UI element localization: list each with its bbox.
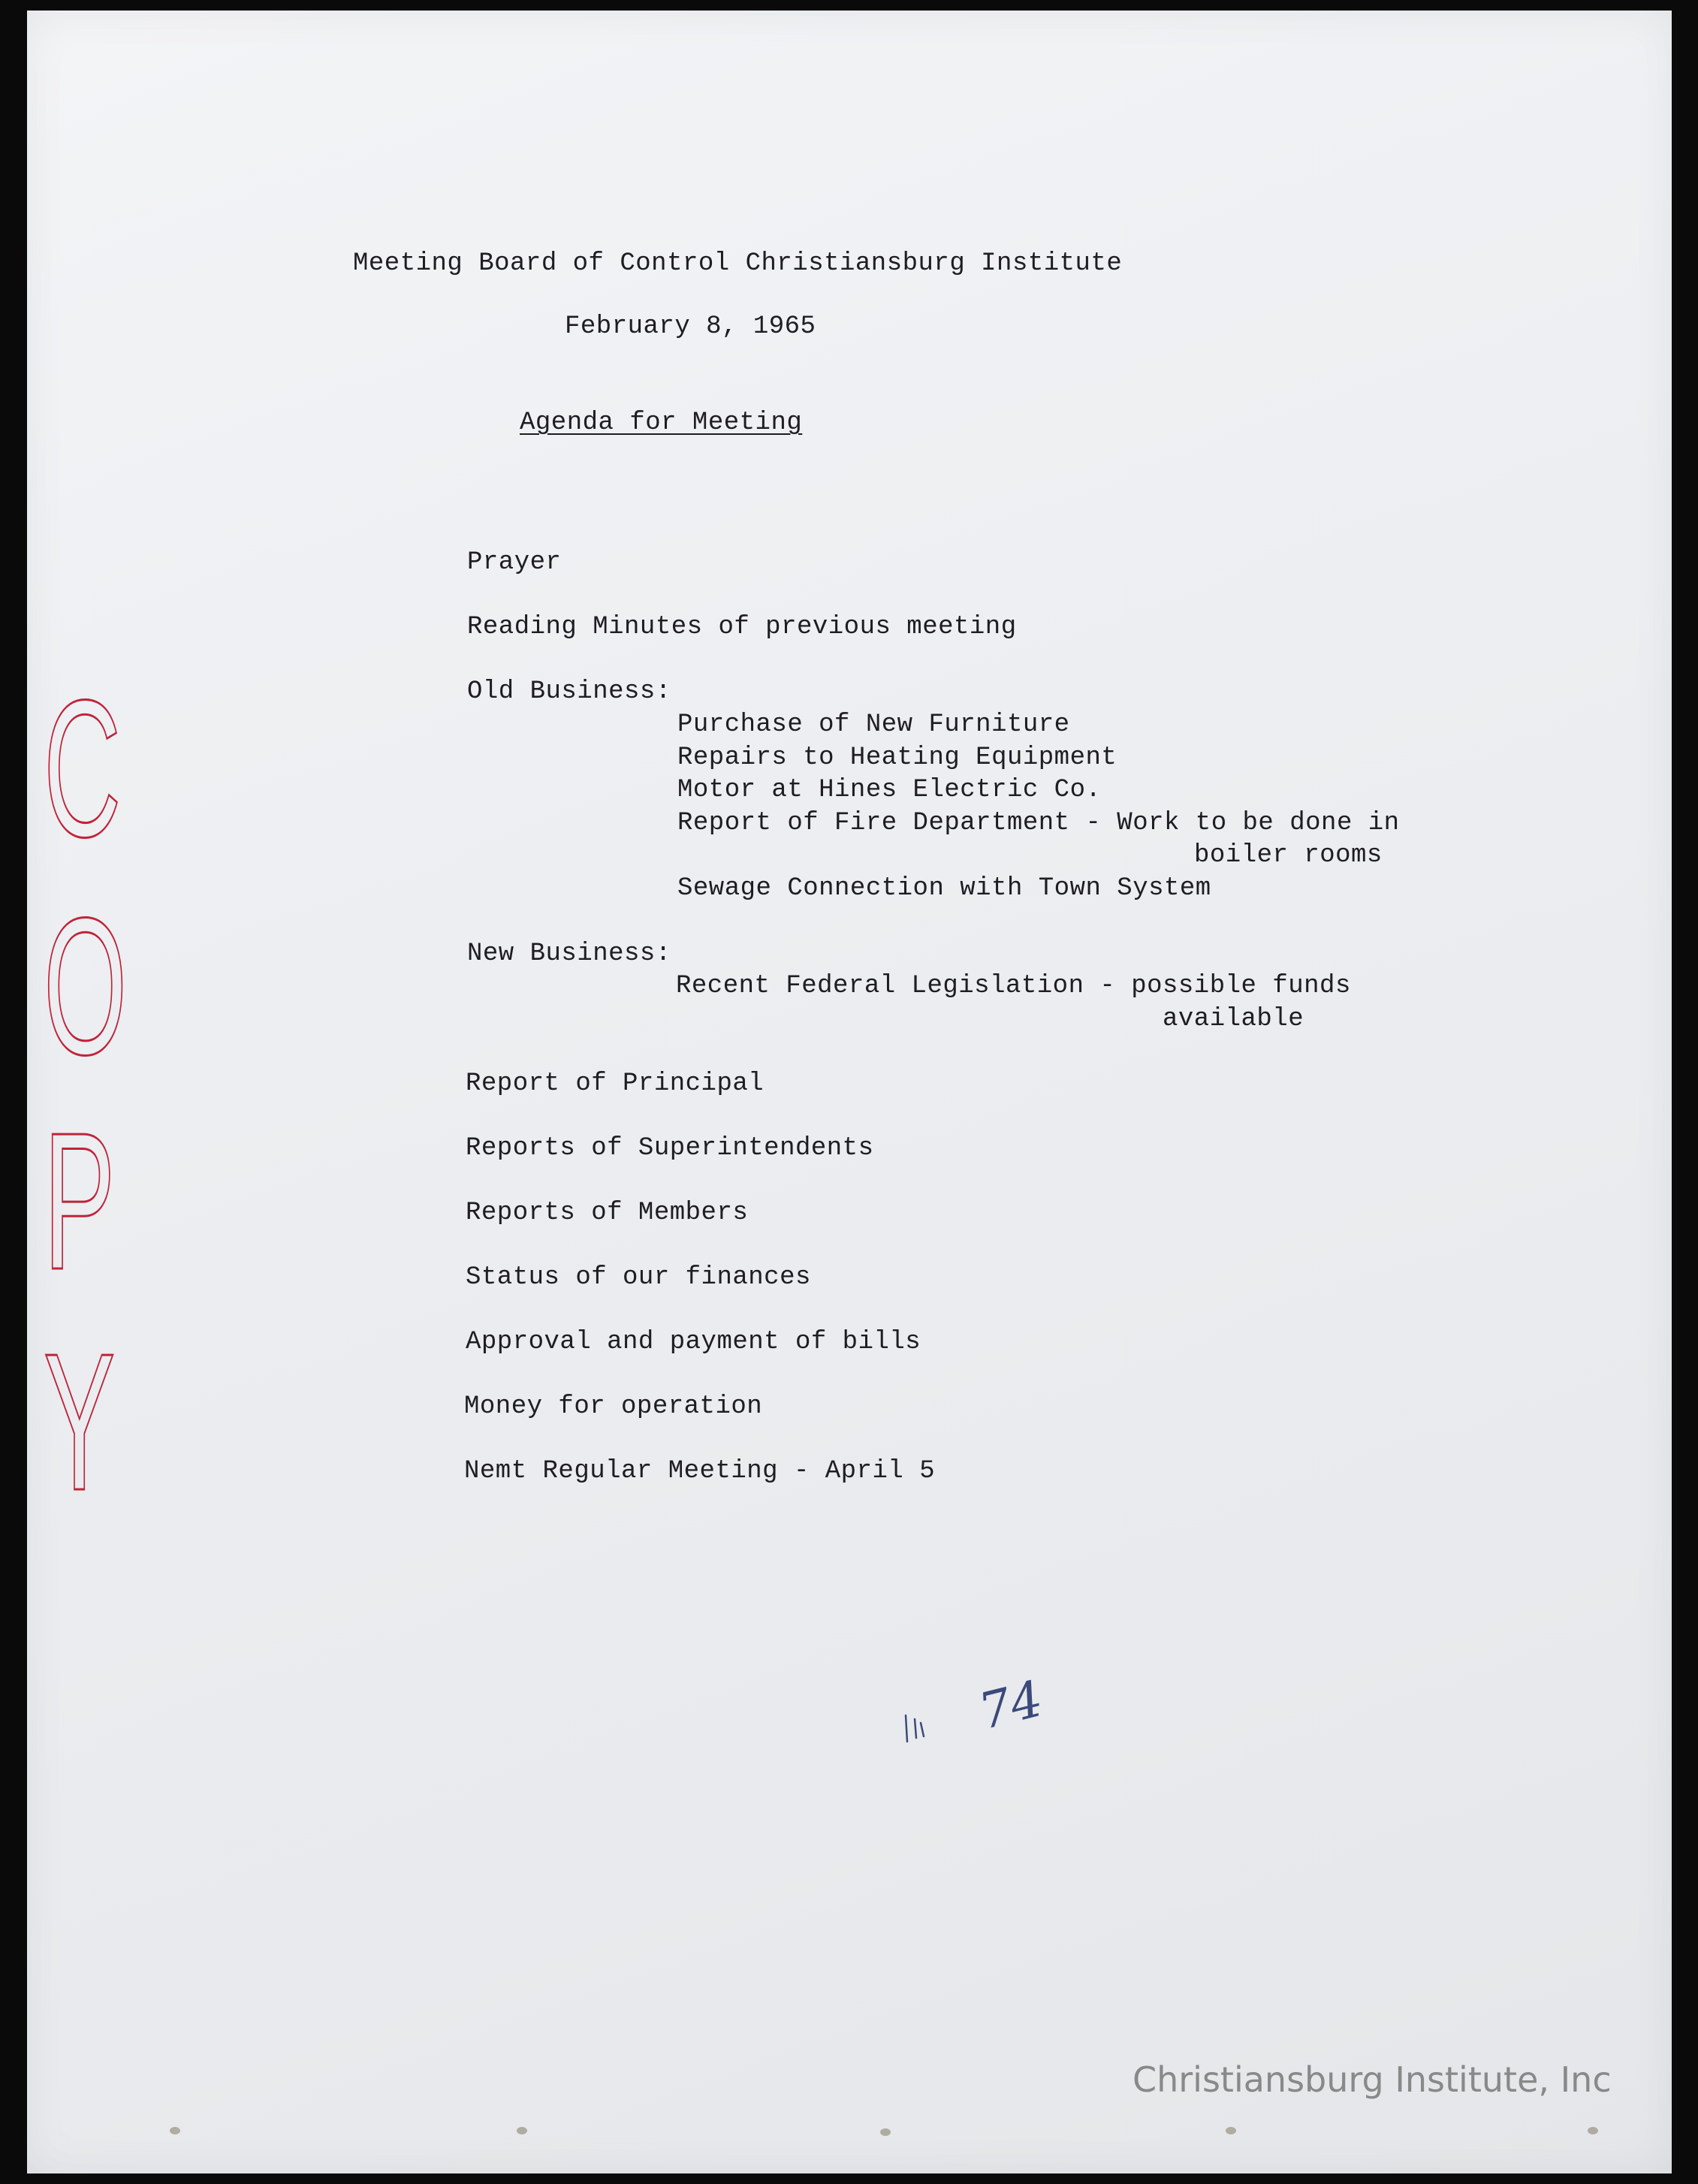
handwritten-note: 74 xyxy=(973,1669,1049,1742)
copy-stamp-letter: O xyxy=(44,878,128,1096)
new-business-item-continuation: available xyxy=(1163,1005,1304,1033)
agenda-item-status-finances: Status of our finances xyxy=(466,1263,811,1292)
handwritten-mark xyxy=(898,1700,951,1753)
punch-hole xyxy=(880,2128,891,2136)
agenda-heading: Agenda for Meeting xyxy=(520,409,803,437)
punch-hole xyxy=(1588,2127,1598,2134)
agenda-item-approval-bills: Approval and payment of bills xyxy=(466,1328,921,1356)
old-business-item: Motor at Hines Electric Co. xyxy=(677,776,1102,804)
old-business-item-continuation: boiler rooms xyxy=(1194,841,1383,870)
document-title: Meeting Board of Control Christiansburg Institute xyxy=(353,249,1123,278)
paper-page xyxy=(27,11,1672,2173)
new-business-item: Recent Federal Legislation - possible funds xyxy=(676,972,1351,1000)
copy-stamp-letter: C xyxy=(44,660,122,878)
old-business-item: Repairs to Heating Equipment xyxy=(677,744,1117,772)
punch-hole xyxy=(517,2127,527,2134)
old-business-item: Report of Fire Department - Work to be done in xyxy=(677,809,1400,837)
agenda-item-reading-minutes: Reading Minutes of previous meeting xyxy=(467,613,1017,641)
agenda-item-reports-superintendents: Reports of Superintendents xyxy=(466,1134,874,1163)
old-business-heading: Old Business: xyxy=(467,677,671,706)
agenda-item-report-principal: Report of Principal xyxy=(466,1069,765,1098)
punch-hole xyxy=(1226,2127,1236,2134)
old-business-item: Purchase of New Furniture xyxy=(677,710,1070,739)
old-business-item: Sewage Connection with Town System xyxy=(677,874,1211,903)
agenda-item-prayer: Prayer xyxy=(467,548,562,577)
punch-hole xyxy=(170,2127,180,2134)
agenda-item-reports-members: Reports of Members xyxy=(466,1199,749,1227)
new-business-heading: New Business: xyxy=(467,940,671,968)
agenda-item-money-operation: Money for operation xyxy=(464,1392,763,1421)
agenda-item-next-meeting: Nemt Regular Meeting - April 5 xyxy=(464,1457,936,1486)
watermark: Christiansburg Institute, Inc xyxy=(1133,2059,1612,2100)
copy-stamp-letter: Y xyxy=(44,1314,116,1531)
document-date: February 8, 1965 xyxy=(565,312,816,341)
copy-stamp-letter: P xyxy=(44,1093,116,1311)
